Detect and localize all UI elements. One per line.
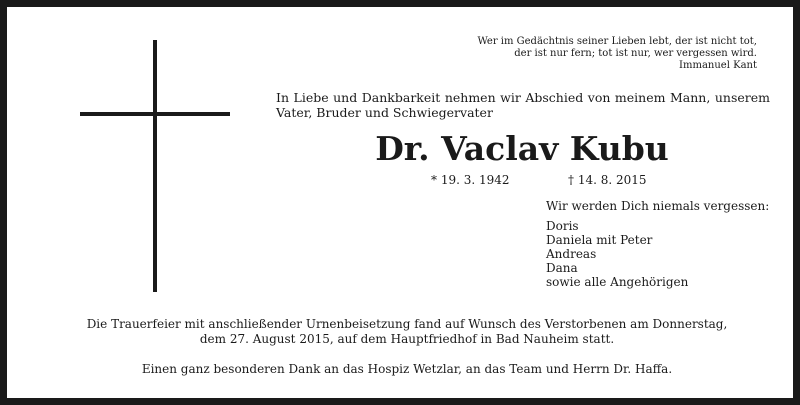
farewell-line: Wir werden Dich niemals vergessen:: [546, 199, 770, 213]
mourner: Doris: [546, 219, 579, 233]
quote-line-2: der ist nur fern; tot ist nur, wer vergessen wird.: [514, 48, 757, 59]
cross-vertical-beam: [153, 40, 157, 292]
thanks-note: Einen ganz besonderen Dank an das Hospiz Wetzlar, an das Team und Herrn Dr. Haffa.: [141, 362, 673, 376]
cross-horizontal-beam: [80, 112, 230, 116]
ceremony-notice: [37, 317, 777, 347]
mourner: sowie alle Angehörigen: [546, 275, 689, 289]
mourners-list: [546, 219, 688, 289]
deceased-name: Dr. Vaclav Kubu: [375, 129, 669, 168]
mourner: Daniela mit Peter: [546, 233, 653, 247]
birth-date: * 19. 3. 1942: [431, 173, 510, 187]
quote-author: Immanuel Kant: [679, 60, 757, 71]
mourner: Dana: [546, 261, 578, 275]
ceremony-line-2: dem 27. August 2015, auf dem Hauptfriedhof in Bad Nauheim statt.: [199, 332, 615, 346]
intro-text: [276, 90, 770, 120]
mourner: Andreas: [546, 247, 597, 261]
kant-quote: [397, 36, 757, 72]
intro-line-1: In Liebe und Dankbarkeit nehmen wir Abschied von meinem Mann, unserem: [276, 90, 770, 105]
intro-line-2: Vater, Bruder und Schwiegervater: [276, 105, 493, 120]
quote-line-1: Wer im Gedächtnis seiner Lieben lebt, der ist nicht tot,: [477, 36, 757, 47]
ceremony-line-1: Die Trauerfeier mit anschließender Urnenbeisetzung fand auf Wunsch des Verstorbenen am Donnerstag,: [86, 317, 728, 331]
death-date: † 14. 8. 2015: [568, 173, 647, 187]
